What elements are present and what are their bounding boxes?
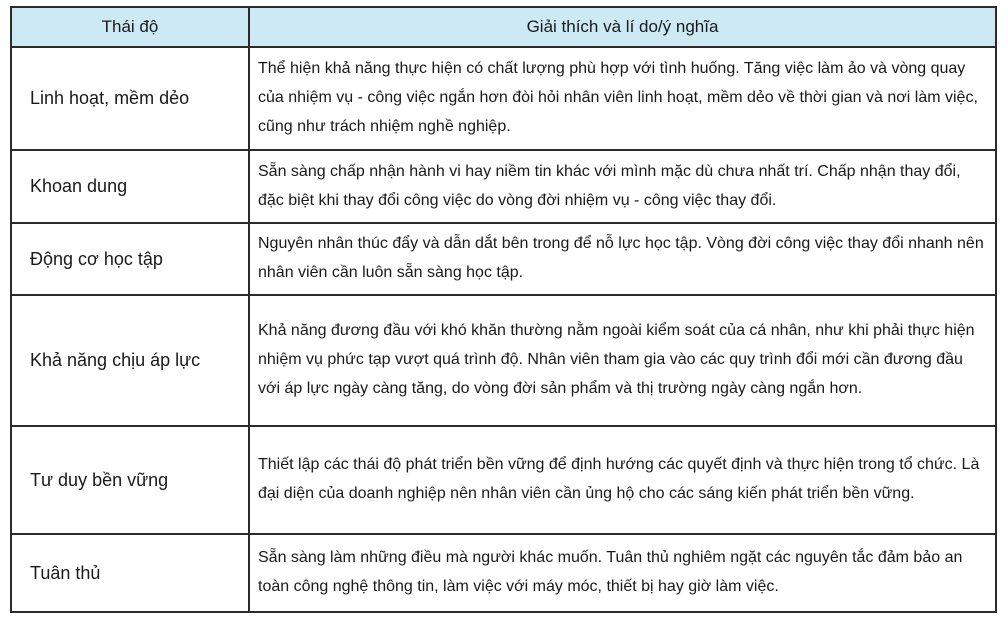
attitude-cell: Động cơ học tập: [11, 223, 249, 295]
header-attitude: Thái độ: [11, 7, 249, 47]
attitude-cell: Tư duy bền vững: [11, 426, 249, 534]
table-row: [11, 223, 996, 295]
attitude-cell: Khả năng chịu áp lực: [11, 295, 249, 426]
attitude-cell: Linh hoạt, mềm dẻo: [11, 47, 249, 150]
description-cell: Nguyên nhân thúc đẩy và dẫn dắt bên trong để nỗ lực học tập. Vòng đời công việc thay đổi nhanh nên nhân viên cần luôn sẵn sàng học tập.: [249, 223, 996, 295]
attitudes-table: [10, 6, 997, 613]
attitude-cell: Khoan dung: [11, 150, 249, 223]
table-row: [11, 534, 996, 612]
description-cell: Sẵn sàng làm những điều mà người khác muốn. Tuân thủ nghiêm ngặt các nguyên tắc đảm bảo an toàn công nghệ thông tin, làm việc với máy móc, thiết bị hay giờ làm việc.: [249, 534, 996, 612]
description-cell: Thiết lập các thái độ phát triển bền vững để định hướng các quyết định và thực hiện trong tổ chức. Là đại diện của doanh nghiệp nên nhân viên cần ủng hộ cho các sáng kiến phát triển bền vững.: [249, 426, 996, 534]
table-row: [11, 426, 996, 534]
header-explanation: Giải thích và lí do/ý nghĩa: [249, 7, 996, 47]
description-cell: Khả năng đương đầu với khó khăn thường nằm ngoài kiểm soát của cá nhân, như khi phải thực hiện nhiệm vụ phức tạp vượt quá trình độ. Nhân viên tham gia vào các quy trình đổi mới cần đương đầu với áp lực ngày càng tăng, do vòng đời sản phẩm và thị trường ngày càng ngắn hơn.: [249, 295, 996, 426]
table-row: [11, 295, 996, 426]
description-cell: Sẵn sàng chấp nhận hành vi hay niềm tin khác với mình mặc dù chưa nhất trí. Chấp nhận thay đổi, đặc biệt khi thay đổi công việc do vòng đời nhiệm vụ - công việc thay đổi.: [249, 150, 996, 223]
table-row: [11, 47, 996, 150]
table-row: [11, 150, 996, 223]
description-cell: Thể hiện khả năng thực hiện có chất lượng phù hợp với tình huống. Tăng việc làm ảo và vòng quay của nhiệm vụ - công việc ngắn hơn đòi hỏi nhân viên linh hoạt, mềm dẻo về thời gian và nơi làm việc, cũng như trách nhiệm nghề nghiệp.: [249, 47, 996, 150]
attitude-cell: Tuân thủ: [11, 534, 249, 612]
header-row: [11, 7, 996, 47]
